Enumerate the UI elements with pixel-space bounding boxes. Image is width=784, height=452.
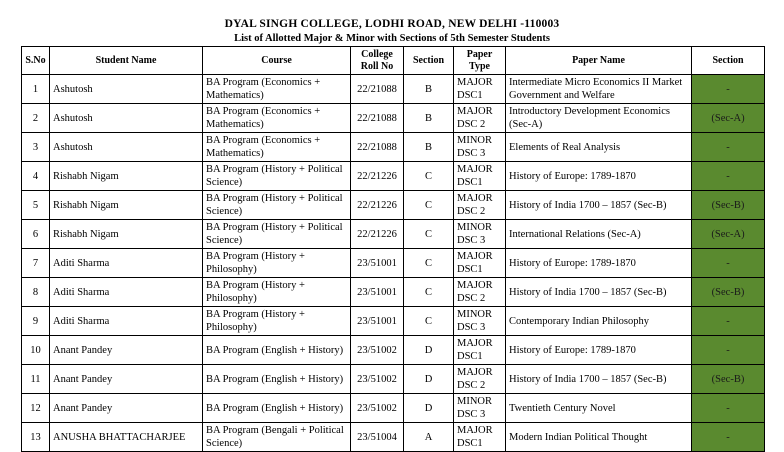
cell-student-name: Aditi Sharma <box>50 278 203 307</box>
document-subtitle: List of Allotted Major & Minor with Sections of 5th Semester Students <box>234 33 550 44</box>
cell-course: BA Program (History + Philosophy) <box>203 249 351 278</box>
cell-sno: 5 <box>22 191 50 220</box>
cell-allotted-section: - <box>692 162 765 191</box>
table-row <box>22 365 765 394</box>
cell-roll-no: 23/51002 <box>351 394 404 423</box>
cell-sno: 10 <box>22 336 50 365</box>
cell-section: B <box>404 75 454 104</box>
col-header-section: Section <box>404 47 454 75</box>
cell-roll-no: 22/21088 <box>351 104 404 133</box>
cell-section: B <box>404 133 454 162</box>
cell-paper-name: Modern Indian Political Thought <box>506 423 692 452</box>
col-header-paper-name: Paper Name <box>506 47 692 75</box>
cell-paper-name: Introductory Development Economics (Sec-A) <box>506 104 692 133</box>
cell-roll-no: 22/21088 <box>351 133 404 162</box>
cell-section: C <box>404 278 454 307</box>
table-row <box>22 394 765 423</box>
cell-section: C <box>404 162 454 191</box>
cell-student-name: Ashutosh <box>50 133 203 162</box>
cell-student-name: Ashutosh <box>50 75 203 104</box>
table-row <box>22 162 765 191</box>
cell-course: BA Program (History + Political Science) <box>203 162 351 191</box>
cell-course: BA Program (English + History) <box>203 394 351 423</box>
cell-student-name: Anant Pandey <box>50 365 203 394</box>
cell-course: BA Program (Economics + Mathematics) <box>203 133 351 162</box>
cell-paper-type: MAJOR DSC1 <box>454 162 506 191</box>
cell-allotted-section: - <box>692 133 765 162</box>
cell-allotted-section: - <box>692 394 765 423</box>
cell-paper-name: History of Europe: 1789-1870 <box>506 162 692 191</box>
cell-student-name: Rishabh Nigam <box>50 162 203 191</box>
table-row <box>22 423 765 452</box>
cell-paper-name: History of India 1700 – 1857 (Sec-B) <box>506 278 692 307</box>
cell-paper-name: Elements of Real Analysis <box>506 133 692 162</box>
cell-section: A <box>404 423 454 452</box>
cell-course: BA Program (Economics + Mathematics) <box>203 104 351 133</box>
cell-allotted-section: - <box>692 75 765 104</box>
cell-sno: 2 <box>22 104 50 133</box>
cell-roll-no: 22/21226 <box>351 220 404 249</box>
cell-section: C <box>404 249 454 278</box>
table-row <box>22 104 765 133</box>
cell-student-name: Anant Pandey <box>50 394 203 423</box>
cell-allotted-section: - <box>692 307 765 336</box>
cell-course: BA Program (History + Philosophy) <box>203 307 351 336</box>
cell-course: BA Program (History + Political Science) <box>203 220 351 249</box>
cell-allotted-section: (Sec-A) <box>692 104 765 133</box>
cell-roll-no: 23/51002 <box>351 365 404 394</box>
table-row <box>22 336 765 365</box>
cell-student-name: Aditi Sharma <box>50 249 203 278</box>
cell-sno: 13 <box>22 423 50 452</box>
cell-student-name: Rishabh Nigam <box>50 191 203 220</box>
cell-section: D <box>404 365 454 394</box>
allotment-table <box>21 46 765 452</box>
table-header-row <box>22 47 765 75</box>
table-row <box>22 307 765 336</box>
cell-roll-no: 23/51001 <box>351 249 404 278</box>
cell-section: C <box>404 191 454 220</box>
cell-allotted-section: (Sec-B) <box>692 365 765 394</box>
cell-allotted-section: - <box>692 336 765 365</box>
cell-paper-type: MINOR DSC 3 <box>454 220 506 249</box>
cell-sno: 9 <box>22 307 50 336</box>
cell-paper-type: MAJOR DSC 2 <box>454 191 506 220</box>
cell-roll-no: 22/21226 <box>351 191 404 220</box>
cell-student-name: Aditi Sharma <box>50 307 203 336</box>
cell-paper-type: MINOR DSC 3 <box>454 394 506 423</box>
table-row <box>22 249 765 278</box>
cell-roll-no: 23/51001 <box>351 307 404 336</box>
col-header-student-name: Student Name <box>50 47 203 75</box>
college-title: DYAL SINGH COLLEGE, LODHI ROAD, NEW DELHI -110003 <box>224 18 560 30</box>
cell-paper-type: MAJOR DSC1 <box>454 75 506 104</box>
cell-student-name: Anant Pandey <box>50 336 203 365</box>
col-header-sno: S.No <box>22 47 50 75</box>
col-header-roll-no: College Roll No <box>351 47 404 75</box>
cell-paper-type: MAJOR DSC1 <box>454 423 506 452</box>
cell-paper-type: MINOR DSC 3 <box>454 307 506 336</box>
cell-allotted-section: - <box>692 423 765 452</box>
table-row <box>22 220 765 249</box>
cell-roll-no: 22/21088 <box>351 75 404 104</box>
cell-course: BA Program (Economics + Mathematics) <box>203 75 351 104</box>
cell-course: BA Program (English + History) <box>203 365 351 394</box>
cell-allotted-section: (Sec-A) <box>692 220 765 249</box>
cell-course: BA Program (Bengali + Political Science) <box>203 423 351 452</box>
cell-allotted-section: - <box>692 249 765 278</box>
col-header-course: Course <box>203 47 351 75</box>
cell-roll-no: 23/51004 <box>351 423 404 452</box>
cell-paper-name: History of Europe: 1789-1870 <box>506 336 692 365</box>
cell-course: BA Program (English + History) <box>203 336 351 365</box>
cell-paper-type: MINOR DSC 3 <box>454 133 506 162</box>
cell-paper-name: Twentieth Century Novel <box>506 394 692 423</box>
cell-sno: 6 <box>22 220 50 249</box>
cell-allotted-section: (Sec-B) <box>692 191 765 220</box>
table-row <box>22 75 765 104</box>
cell-sno: 4 <box>22 162 50 191</box>
cell-section: D <box>404 394 454 423</box>
cell-section: B <box>404 104 454 133</box>
cell-sno: 1 <box>22 75 50 104</box>
cell-section: C <box>404 307 454 336</box>
cell-sno: 11 <box>22 365 50 394</box>
cell-paper-name: Intermediate Micro Economics II Market Government and Welfare <box>506 75 692 104</box>
col-header-paper-type: Paper Type <box>454 47 506 75</box>
cell-roll-no: 22/21226 <box>351 162 404 191</box>
cell-paper-name: International Relations (Sec-A) <box>506 220 692 249</box>
cell-course: BA Program (History + Political Science) <box>203 191 351 220</box>
cell-paper-name: Contemporary Indian Philosophy <box>506 307 692 336</box>
cell-paper-type: MAJOR DSC1 <box>454 336 506 365</box>
cell-paper-type: MAJOR DSC 2 <box>454 278 506 307</box>
table-row <box>22 191 765 220</box>
cell-section: D <box>404 336 454 365</box>
cell-roll-no: 23/51001 <box>351 278 404 307</box>
cell-sno: 7 <box>22 249 50 278</box>
cell-student-name: Ashutosh <box>50 104 203 133</box>
cell-sno: 8 <box>22 278 50 307</box>
cell-sno: 3 <box>22 133 50 162</box>
cell-paper-type: MAJOR DSC1 <box>454 249 506 278</box>
col-header-allotted-section: Section <box>692 47 765 75</box>
cell-student-name: Rishabh Nigam <box>50 220 203 249</box>
cell-sno: 12 <box>22 394 50 423</box>
cell-student-name: ANUSHA BHATTACHARJEE <box>50 423 203 452</box>
cell-paper-name: History of India 1700 – 1857 (Sec-B) <box>506 191 692 220</box>
cell-course: BA Program (History + Philosophy) <box>203 278 351 307</box>
table-row <box>22 133 765 162</box>
cell-paper-type: MAJOR DSC 2 <box>454 365 506 394</box>
cell-roll-no: 23/51002 <box>351 336 404 365</box>
cell-allotted-section: (Sec-B) <box>692 278 765 307</box>
table-row <box>22 278 765 307</box>
cell-section: C <box>404 220 454 249</box>
cell-paper-name: History of Europe: 1789-1870 <box>506 249 692 278</box>
cell-paper-name: History of India 1700 – 1857 (Sec-B) <box>506 365 692 394</box>
cell-paper-type: MAJOR DSC 2 <box>454 104 506 133</box>
